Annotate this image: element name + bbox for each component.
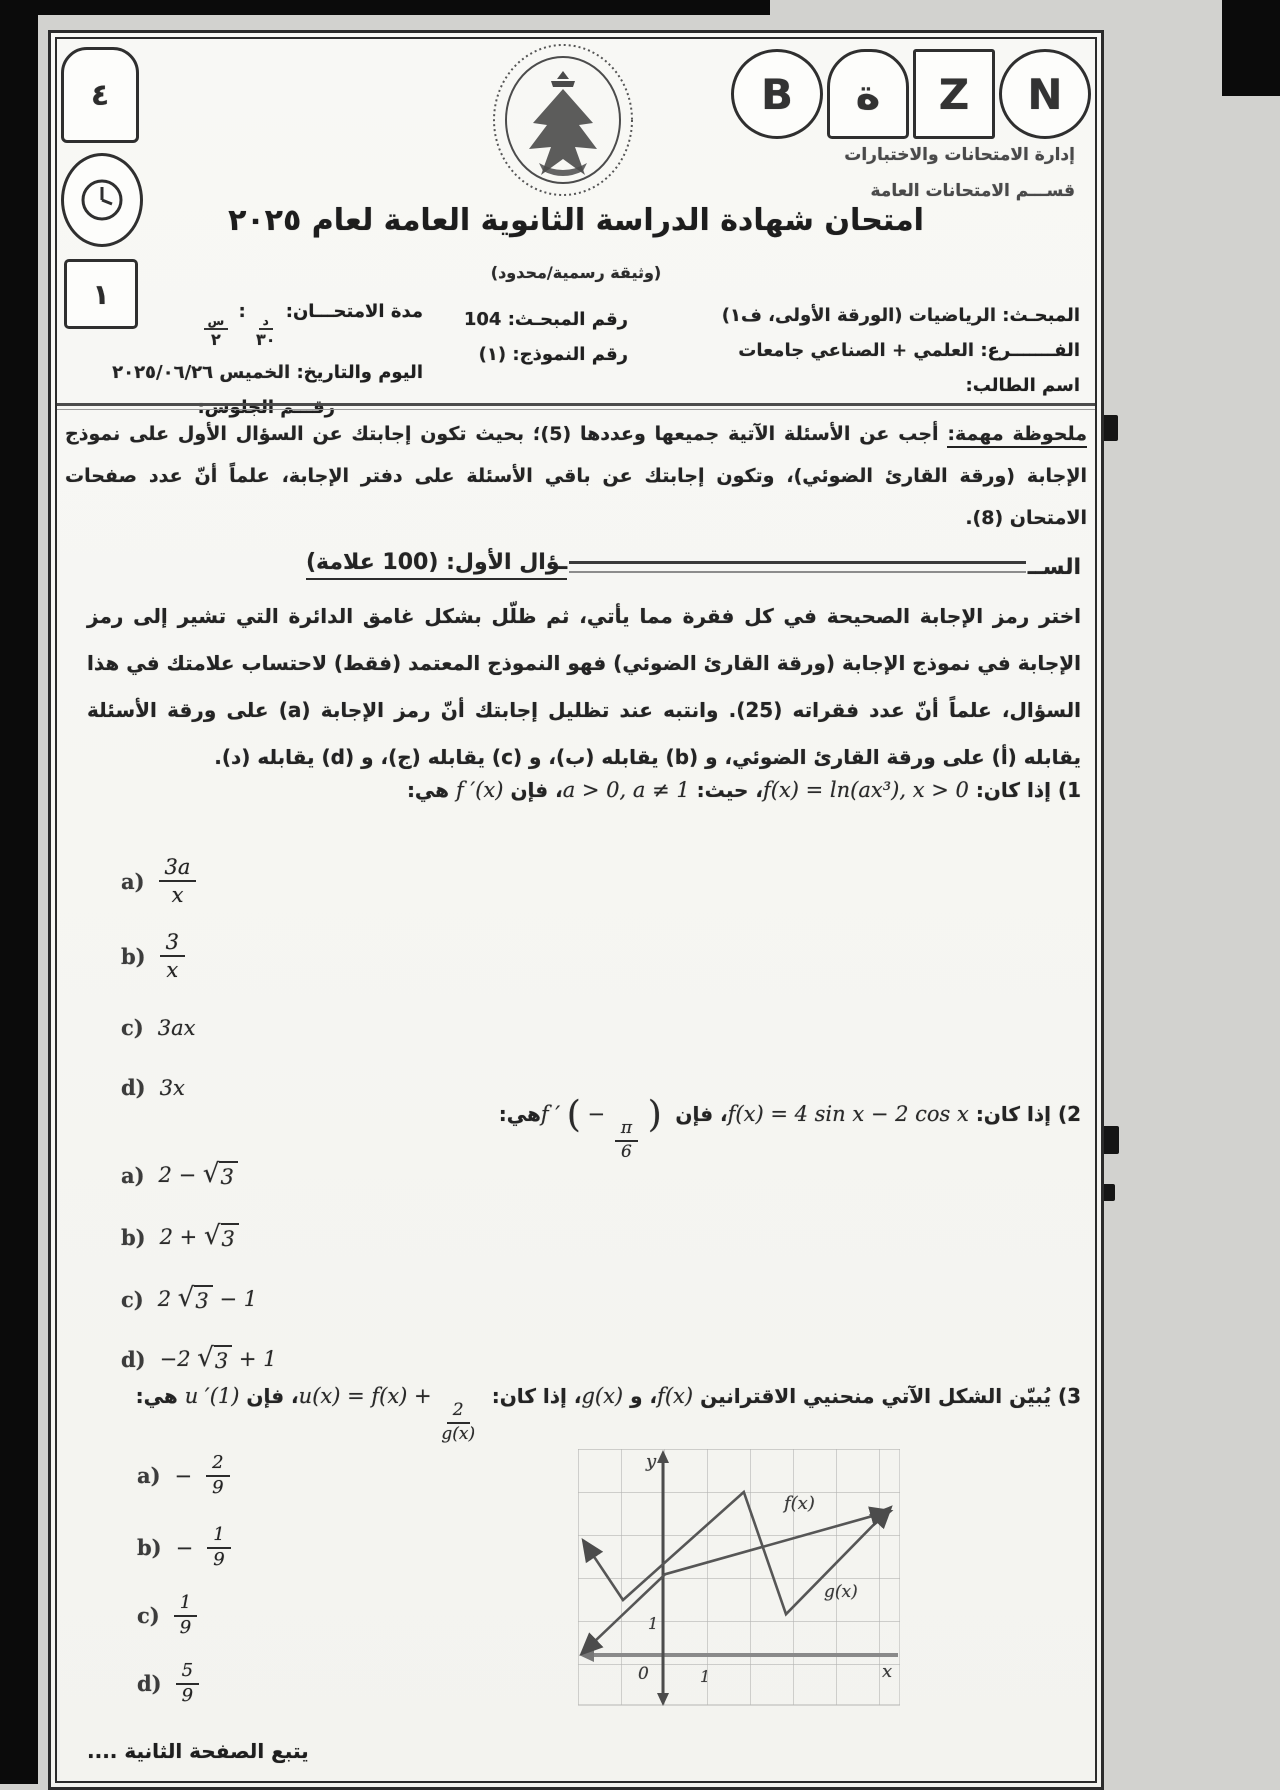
code-shape-n [999,49,1091,139]
info-column-right [722,305,1080,410]
exam-title: امتحان شهادة الدراسة الثانوية العامة لعام ٢٠٢٥ [228,203,924,238]
radical-icon: √ [177,1283,195,1313]
radicand: 3 [194,1285,212,1313]
fraction-numerator: 1 [174,1593,197,1617]
question1-heading-end: ـؤال الأول: (100 علامة) [306,550,567,580]
heading-rule [569,561,1026,573]
note-label: ملحوظة مهمة: [947,423,1087,448]
option-key: a) [121,1162,145,1188]
ministry-logo-icon [491,41,636,199]
radical-prefix: −2 [159,1347,191,1371]
subject-number-label: رقم المبحـث: [507,309,628,330]
option-key: b) [121,943,146,969]
two-over-g-fraction [441,1401,475,1444]
graph-grid [578,1449,900,1705]
fraction-denominator: 6 [620,1141,632,1162]
seat-number-label: رقـــم الجلوس: [197,397,335,418]
option-key: c) [121,1286,144,1312]
q1-item2-stem [91,1094,1081,1162]
u-equals: u(x) = f(x) + [298,1384,432,1408]
left-paren: ( [566,1094,581,1136]
student-name-row [722,375,1080,396]
item3-math4: u ′(1) [184,1384,240,1408]
fraction-numerator: π [615,1119,638,1142]
exam-code-shapes [731,49,1091,139]
branch-label: الفـــــــرع: [980,340,1080,361]
code-n-label: N [1027,69,1063,119]
radical-suffix: + 1 [238,1347,277,1371]
code-shape-b [731,49,823,139]
code-shape-z [913,49,995,139]
department-title [844,137,1075,209]
q1-item3-option-a [137,1453,230,1498]
option-fraction [176,1661,199,1706]
option-key: b) [121,1224,146,1250]
x-tick-1: 1 [700,1667,711,1686]
radicand: 3 [221,1223,239,1251]
item2-text2: ، فإن [675,1102,728,1126]
radical-suffix: − 1 [219,1287,258,1311]
code-b-label: B [760,69,793,119]
item1-math3: f ′(x) [456,778,504,802]
q1-item1-option-a [121,855,196,907]
question1-heading [306,550,1081,580]
option-value: 3x [159,1075,185,1100]
code-ta-label: ة [855,69,881,119]
q1-item2-option-a [121,1161,238,1189]
info-column-middle [464,309,628,379]
q1-item1-option-c [121,1015,195,1040]
item3-text4: ، فإن [246,1384,299,1408]
q1-item3-option-c [137,1593,197,1638]
function-graph [578,1449,900,1709]
radical-prefix: 2 [157,1287,172,1311]
fraction-numerator: 1 [207,1525,230,1549]
duration-separator: : [238,301,246,322]
item3-text3: ، إذا كان: [491,1384,582,1408]
radical-prefix: 2 + [159,1225,198,1249]
subject-value: الرياضيات (الورقة الأولى، ف١) [721,305,996,326]
branch-row [722,340,1080,361]
department-line1: إدارة الامتحانات والاختبارات [844,145,1075,165]
fraction-numerator: 3a [159,855,197,882]
duration-hours-stack [204,315,229,348]
q1-item2-option-d [121,1345,277,1373]
item2-derivative-expression [540,1094,669,1162]
option-value [160,1223,239,1251]
item3-number: 3) [1057,1384,1081,1408]
exam-subtitle: (وثيقة رسمية/محدود) [490,263,662,282]
subject-row [722,305,1080,326]
fraction-denominator: 9 [213,1548,225,1570]
scan-artifact [1102,415,1118,441]
corner-badges [61,47,145,329]
scan-edge-top-right [1222,0,1280,96]
badge-1-label: ١ [92,277,110,311]
item1-text4: هي: [406,778,450,802]
fraction-denominator: 9 [212,1476,224,1498]
x-axis-label: x [882,1661,893,1682]
option-value [160,1345,277,1373]
item3-u-definition [298,1384,485,1444]
code-shape-ta [827,49,909,139]
date-row [112,362,423,383]
question1-heading-start: الســ [1027,555,1081,580]
item2-number: 2) [1057,1102,1081,1126]
item3-text2: ، و [630,1384,658,1408]
question1-instructions: اختر رمز الإجابة الصحيحة في كل فقرة مما يأتي، ثم ظلّل بشكل غامق الدائرة التي تشير إلى رمز الإجابة في نموذج الإجابة (ورقة القارئ الضوئي) فهو النموذج المعتمد (فقط) لاحتساب علامتك في هذا السؤال، علماً أنّ عدد فقراته (25). وانتبه عند تظليل إجابتك أنّ رمز الإجابة (a) على ورقة الأسئلة يقابله (أ) على ورقة القارئ الضوئي، و (b) يقابله (ب)، و (c) يقابله (ج)، و (d) يقابله (د). [87,604,1081,769]
q1-item2-option-b [121,1223,239,1251]
radical-icon: √ [202,1159,220,1189]
header-separator [57,403,1095,410]
option-key: c) [137,1603,160,1629]
option-value [159,1161,238,1189]
fraction-numerator: 5 [176,1661,199,1685]
item3-text5: هي: [135,1384,178,1408]
q1-item3-stem [91,1381,1081,1444]
footer-next-page: يتبع الصفحة الثانية .... [87,1739,309,1763]
duration-minutes-value: ٣٠ [255,330,276,349]
fraction-denominator: 9 [181,1684,194,1706]
form-number-row [464,344,628,365]
department-line2: قســـم الامتحانات العامة [870,181,1075,201]
y-axis-label: y [646,1451,657,1472]
scan-edge-top [0,0,770,15]
minus-sign: − [587,1102,606,1126]
item2-text: إذا كان: [975,1102,1051,1126]
corner-badge-4 [61,47,139,143]
g-curve-label: g(x) [824,1582,858,1602]
fraction-sign: − [174,1463,193,1488]
option-fraction [159,855,197,907]
fraction-denominator: x [166,958,179,983]
q1-item3-option-b [137,1525,231,1570]
square-root [204,1223,239,1251]
pi-over-six-fraction [615,1119,638,1162]
square-root [178,1285,213,1313]
option-fraction [207,1525,230,1570]
option-key: a) [137,1463,161,1489]
radical-icon: √ [203,1221,221,1251]
right-paren: ) [647,1094,662,1136]
item1-text2: ، حيث: [696,778,763,802]
item3-math2: g(x) [581,1384,624,1408]
item2-text3: هي: [498,1102,541,1126]
branch-value: العلمي + الصناعي جامعات [738,340,975,361]
f-curve-label: f(x) [784,1493,815,1514]
radical-icon: √ [197,1343,214,1373]
item2-math1: f(x) = 4 sin x − 2 cos x [727,1102,969,1126]
radicand: 3 [219,1161,237,1189]
q1-item3-option-d [137,1661,199,1706]
duration-minutes-stack [256,315,276,348]
scan-edge-left [0,0,38,1784]
square-root [203,1161,238,1189]
duration-label: مدة الامتحـــان: [285,301,423,322]
q1-item1-option-d [121,1075,185,1100]
note-text: أجب عن الأسئلة الآتية جميعها وعددها (5)؛ بحيث تكون إجابتك عن السؤال الأول على نموذج الإجابة (ورقة القارئ الضوئي)، وتكون إجابتك عن باقي الأسئلة على دفتر الإجابة، علماً أنّ عدد صفحات الامتحان (8). [65,423,1087,529]
item1-text3: ، فإن [510,778,563,802]
fraction-denominator: x [171,883,184,908]
fraction-numerator: 2 [206,1453,229,1477]
date-value: الخميس ٢٠٢٥/٠٦/٢٦ [112,362,291,383]
exam-page [48,30,1104,1790]
fraction-denominator: 9 [179,1616,192,1638]
square-root [197,1345,232,1373]
date-label: اليوم والتاريخ: [296,362,423,383]
duration-hours-unit: س [204,315,229,330]
fraction-sign: − [175,1535,194,1560]
option-value [158,1285,257,1313]
f-prime: f ′ [540,1102,561,1126]
fraction-numerator: 2 [447,1401,470,1424]
item3-math1: f(x) [657,1384,694,1408]
item1-math1: f(x) = ln(ax³), x > 0 [762,778,969,802]
form-number-label: رقم النموذج: [512,344,628,365]
q1-item2-option-c [121,1285,257,1313]
option-value: 3ax [157,1015,196,1040]
item3-text: يُبيّن الشكل الآتي منحنيي الاقترانين [700,1384,1051,1408]
duration-minutes-unit: د [259,315,273,330]
origin-label: 0 [638,1664,649,1684]
q1-item1-stem [91,775,1081,805]
radical-prefix: 2 − [158,1163,197,1187]
duration-hours-value: ٢ [211,330,221,349]
option-key: c) [121,1015,144,1040]
option-key: d) [121,1346,146,1372]
subject-number-value: 104 [463,309,502,330]
option-key: a) [121,868,145,894]
option-key: b) [137,1535,162,1561]
option-key: d) [121,1075,146,1100]
option-fraction [206,1453,229,1498]
item1-number: 1) [1057,778,1081,802]
item1-text: إذا كان: [975,778,1051,802]
q1-item1-option-b [121,930,185,982]
y-tick-1: 1 [648,1614,659,1633]
student-name-label: اسم الطالب: [965,375,1080,396]
option-fraction [160,930,185,982]
duration-row [112,301,423,348]
code-z-label: Z [938,69,970,119]
subject-label: المبحـث: [1002,305,1080,326]
option-key: d) [137,1671,162,1697]
form-number-value: (١) [478,344,507,365]
fraction-denominator: g(x) [441,1423,476,1444]
important-note [65,413,1087,539]
option-fraction [174,1593,197,1638]
fraction-numerator: 3 [160,930,185,957]
badge-4-label: ٤ [90,77,110,113]
subject-number-row [464,309,628,330]
radicand: 3 [214,1345,232,1373]
item1-math2: a > 0, a ≠ 1 [562,778,690,802]
